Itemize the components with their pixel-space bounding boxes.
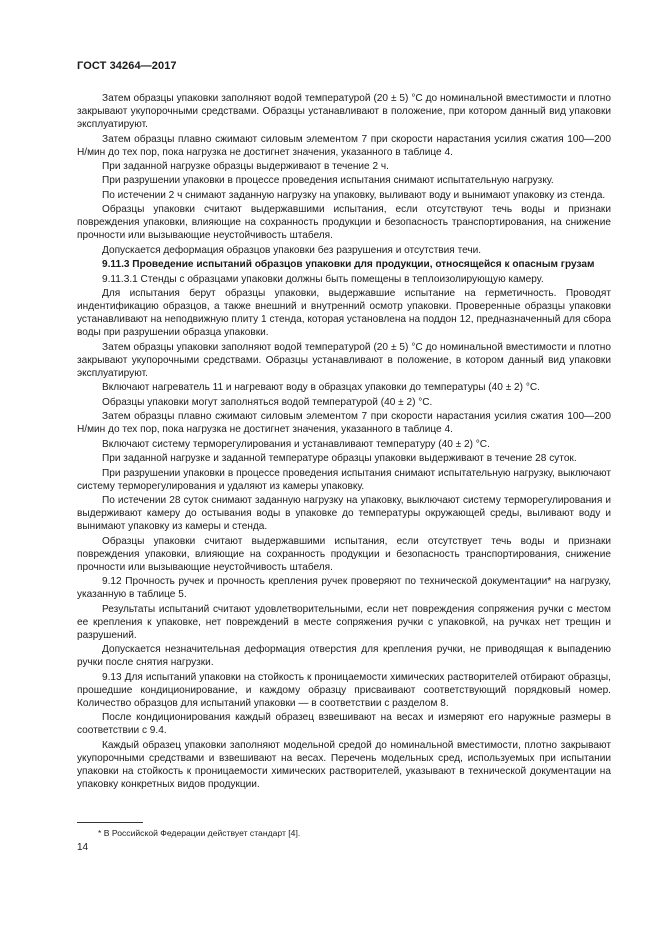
paragraph: Затем образцы упаковки заполняют водой температурой (20 ± 5) °С до номинальной вместимости и плотно закрывают укупорочными средствами. Образцы устанавливают в положение, при котором данный вид упаковки эксплуатируют.: [77, 93, 611, 131]
paragraph: Образцы упаковки считают выдержавшими испытания, если отсутствуют течь воды и признаки повреждения упаковки, влияющие на сохранность продукции и безопасность транспортирования, на снижение прочности или вызывающие неустойчивость штабеля.: [77, 204, 611, 242]
footnote: * В Российской Федерации действует стандарт [4].: [98, 828, 301, 838]
paragraph: Включают систему терморегулирования и устанавливают температуру (40 ± 2) °С.: [102, 438, 490, 450]
paragraph: Результаты испытаний считают удовлетворительными, если нет повреждения сопряжения ручки с местом ее крепления к упаковке, нет повреждений в месте сопряжения ручки с упаковкой, на ручках нет трещин и разрушений.: [77, 603, 611, 641]
paragraph: По истечении 28 суток снимают заданную нагрузку на упаковку, выключают систему терморегулирования и выдерживают камеру до остывания воды в упаковке до температуры окружающей среды, выливают воду и вынимают упаковку из камеры и стенда.: [77, 495, 611, 533]
paragraph: Для испытания берут образцы упаковки, выдержавшие испытание на герметичность. Проводят индентификацию образцов, а также внешний и внутренний осмотр упаковки. Проверенные образцы упаковки устанавливают на неподвижную плиту 1 стенда, которая установлена на поддон 12, предназначенный для сбора воды при разрушении образца упаковки.: [77, 288, 611, 339]
paragraph: Включают нагреватель 11 и нагревают воду в образцах упаковки до температуры (40 ± 2) °С.: [102, 382, 540, 394]
paragraph: При заданной нагрузке и заданной температуре образцы упаковки выдерживают в течение 28 суток.: [102, 453, 577, 465]
document-body: [77, 92, 611, 792]
document-header: ГОСТ 34264—2017: [77, 60, 177, 72]
paragraph: При разрушении упаковки в процессе проведения испытания снимают испытательную нагрузку, выключают систему терморегулирования и удаляют из камеры упаковку.: [77, 467, 611, 492]
section-heading: 9.11.3 Проведение испытаний образцов упаковки для продукции, относящейся к опасным грузам: [102, 259, 595, 271]
paragraph: 9.13 Для испытаний упаковки на стойкость к проницаемости химических растворителей отбирают образцы, прошедшие кондиционирование, и каждому образцу присваивают соответствующий порядковый номер. Количество образцов для испытаний упаковки — в соответствии с разделом 8.: [77, 671, 611, 709]
paragraph: 9.12 Прочность ручек и прочность крепления ручек проверяют по технической документации* на нагрузку, указанную в таблице 5.: [77, 576, 611, 601]
paragraph: 9.11.3.1 Стенды с образцами упаковки должны быть помещены в теплоизолирующую камеру.: [102, 273, 544, 285]
paragraph: Затем образцы плавно сжимают силовым элементом 7 при скорости нарастания усилия сжатия 100—200 Н/мин до тех пор, пока нагрузка не достигнет значения, указанного в таблице 4.: [77, 133, 611, 158]
paragraph: Затем образцы плавно сжимают силовым элементом 7 при скорости нарастания усилия сжатия 100—200 Н/мин до тех пор, пока нагрузка не достигнет значения, указанного в таблице 4.: [77, 411, 611, 436]
paragraph: Каждый образец упаковки заполняют модельной средой до номинальной вместимости, плотно закрывают укупорочными средствами и взвешивают на весах. Перечень модельных сред, используемых при испытании упаковки на стойкость к проницаемости химических растворителей, указывают в технической документации на упаковку конкретных видов продукции.: [77, 739, 611, 790]
paragraph: Образцы упаковки могут заполняться водой температурой (40 ± 2) °С.: [102, 396, 433, 408]
page-number: 14: [77, 842, 89, 853]
paragraph: При заданной нагрузке образцы выдерживают в течение 2 ч.: [102, 161, 389, 173]
paragraph: При разрушении упаковки в процессе проведения испытания снимают испытательную нагрузку.: [102, 175, 554, 187]
paragraph: Затем образцы упаковки заполняют водой температурой (20 ± 5) °С до номинальной вместимости и плотно закрывают укупорочными средствами. Образцы устанавливают в положение, в котором данный вид упаковки эксплуатируют.: [77, 341, 611, 379]
footnote-divider: [77, 822, 143, 823]
paragraph: По истечении 2 ч снимают заданную нагрузку на упаковку, выливают воду и вынимают упаковку из стенда.: [102, 189, 606, 201]
paragraph: Допускается незначительная деформация отверстия для крепления ручки, не приводящая к выпадению ручки после снятия нагрузки.: [77, 644, 611, 669]
paragraph: Допускается деформация образцов упаковки без разрушения и отсутствия течи.: [102, 244, 482, 256]
paragraph: Образцы упаковки считают выдержавшими испытания, если отсутствует течь воды и признаки повреждения упаковки, влияющие на сохранность продукции и безопасность транспортирования, снижение прочности или вызывающие неустойчивость штабеля.: [77, 535, 611, 573]
paragraph: После кондиционирования каждый образец взвешивают на весах и измеряют его наружные размеры в соответствии с 9.4.: [77, 712, 611, 737]
